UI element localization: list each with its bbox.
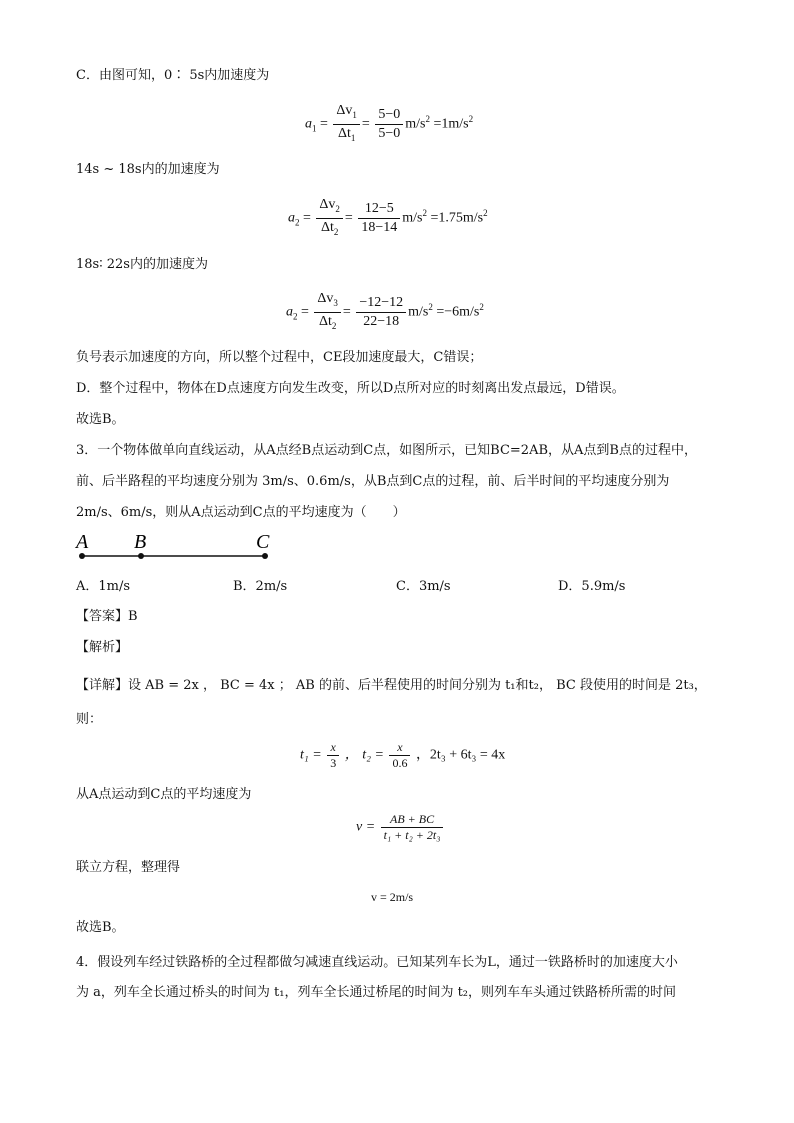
choose-b-second: 故选B。	[76, 920, 125, 935]
equation-a3: $a_2$ = $\frac{\Delta v_3}{\Delta t_2}$ = $\frac{-12-12}{22-18}$ $m/s^2 =-6m/s^2$	[286, 291, 484, 331]
label-a: A	[76, 531, 89, 553]
option-a[interactable]: A．1m/s	[76, 579, 131, 594]
combine-equations-text: 联立方程，整理得	[76, 860, 181, 875]
label-c: C	[256, 531, 270, 553]
equation-a2: $a_2$ = $\frac{\Delta v_2}{\Delta t_2}$ = $\frac{12-5}{18-14}$ $m/s^2 =1.75m/s^2$	[288, 197, 488, 237]
negative-sign-note: 负号表示加速度的方向，所以整个过程中，CE段加速度最大，C错误；	[76, 350, 483, 365]
question-4-line-2: 为 a，列车全长通过桥头的时间为 t₁，列车全长通过桥尾的时间为 t₂，则列车车头通过铁路桥所需的时间	[76, 985, 677, 1000]
detail-line-2: 则：	[76, 712, 103, 727]
answer-label: 【答案】B	[76, 609, 138, 624]
label-b: B	[134, 531, 147, 553]
section-c-intro: C．由图可知，0∶ 5s内加速度为	[76, 68, 270, 83]
question-3-line-1: 3．一个物体做单向直线运动，从A点经B点运动到C点，如图所示，已知BC=2AB，从A点到B点的过程中，	[76, 443, 697, 458]
average-speed-intro: 从A点运动到C点的平均速度为	[76, 787, 252, 802]
choose-b-first: 故选B。	[76, 412, 125, 427]
equation-average-speed: v = $\frac{AB + BC}{\text{t₁ + t₂ + 2t₃}}$	[356, 812, 445, 843]
analysis-label: 【解析】	[76, 640, 129, 655]
question-3-line-2: 前、后半路程的平均速度分别为 3m/s、0.6m/s，从B点到C点的过程，前、后半时间的平均速度分别为	[76, 474, 670, 489]
question-4-line-1: 4．假设列车经过铁路桥的全过程都做匀减速直线运动。已知某列车长为L，通过一铁路桥时的加速度大小	[76, 955, 678, 970]
question-3-line-3: 2m/s、6m/s，则从A点运动到C点的平均速度为（ ）	[76, 505, 406, 520]
point-b	[138, 553, 144, 559]
option-b[interactable]: B．2m/s	[233, 579, 288, 594]
equation-result: v = 2m/s	[371, 890, 414, 904]
point-a	[79, 553, 85, 559]
abc-line-diagram	[70, 530, 280, 562]
interval-14-18-text: 14s ~ 18s内的加速度为	[76, 162, 220, 177]
option-d[interactable]: D．5.9m/s	[558, 579, 626, 594]
equation-a1: $a_1$ = $\frac{\Delta v_1}{\Delta t_1}$ = $\frac{5-0}{5-0}$ $m/s^2 =1m/s^2$	[305, 103, 474, 143]
point-c	[262, 553, 268, 559]
option-c[interactable]: C．3m/s	[396, 579, 451, 594]
section-d-text: D．整个过程中，物体在D点速度方向发生改变，所以D点所对应的时刻离出发点最远，D错误。	[76, 381, 625, 396]
equation-times: t₁ = $\frac{x}{3}$ ， t₂ = $\frac{x}{0.6}$ ，2t₃ + 6t₃ = 4x	[300, 740, 506, 770]
detail-line-1: 【详解】设 AB = 2x ， BC = 4x ； AB 的前、后半程使用的时间分别为 t₁和t₂， BC 段使用的时间是 2t₃，	[76, 678, 707, 693]
interval-18-22-text: 18s∶ 22s内的加速度为	[76, 257, 208, 272]
